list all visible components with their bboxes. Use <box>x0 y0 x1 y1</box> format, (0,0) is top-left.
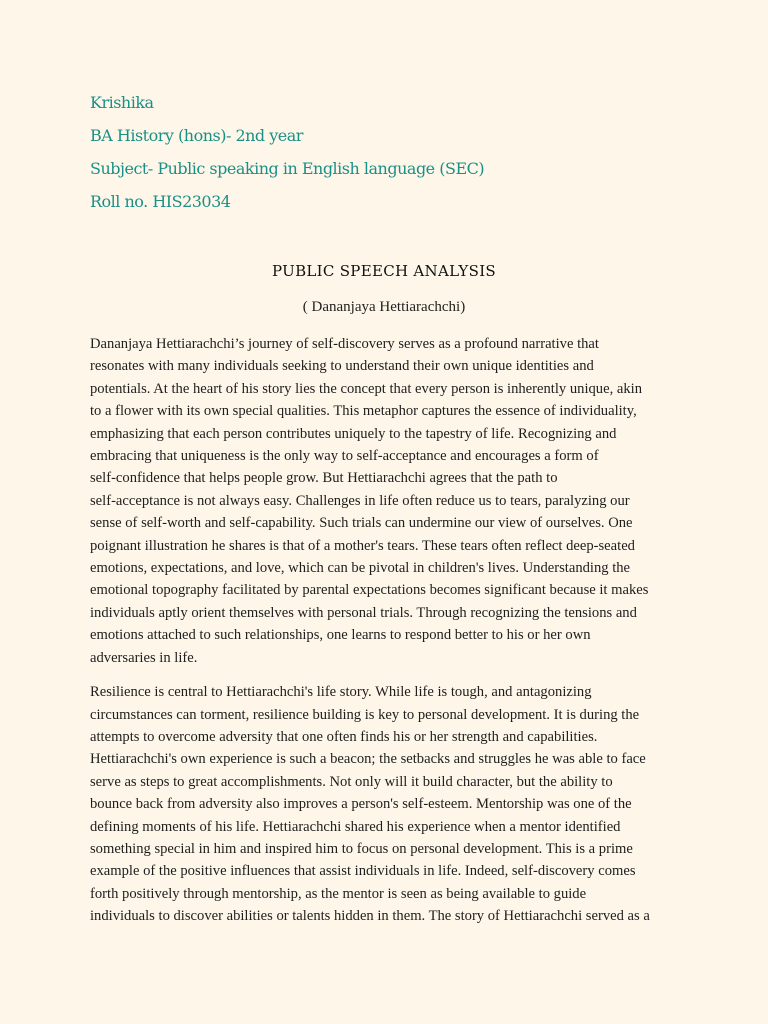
roll-number-line: Roll no. HIS23034 <box>90 192 231 211</box>
paragraph-line: self-acceptance is not always easy. Challenges in life often reduce us to tears, paralyzing our <box>90 492 630 509</box>
paragraph <box>90 333 690 669</box>
document-title: PUBLIC SPEECH ANALYSIS <box>272 262 496 280</box>
paragraph-line: forth positively through mentorship, as the mentor is seen as being available to guide <box>90 885 587 902</box>
paragraph-line: attempts to overcome adversity that one often finds his or her strength and capabilities. <box>90 728 598 745</box>
student-details <box>90 86 710 218</box>
paragraph-line: emotional topography facilitated by parental expectations becomes significant because it makes <box>90 582 649 599</box>
paragraph <box>90 681 690 927</box>
paragraph-line: sense of self-worth and self-capability. Such trials can undermine our view of ourselves. One <box>90 515 633 532</box>
paragraph-line: emotions, expectations, and love, which can be pivotal in children's lives. Understanding the <box>90 560 631 577</box>
paragraph-line: Resilience is central to Hettiarachchi's life story. While life is tough, and antagonizing <box>90 684 592 701</box>
paragraph-line: poignant illustration he shares is that of a mother's tears. These tears often reflect deep-seated <box>90 537 635 554</box>
paragraph-line: circumstances can torment, resilience building is key to personal development. It is during the <box>90 706 640 723</box>
paragraph-line: adversaries in life. <box>90 649 198 666</box>
body-text <box>90 333 690 940</box>
document-subtitle: ( Dananjaya Hettiarachchi) <box>302 299 466 315</box>
paragraph-line: something special in him and inspired him to focus on personal development. This is a prime <box>90 840 633 857</box>
paragraph-line: potentials. At the heart of his story lies the concept that every person is inherently unique, akin <box>90 380 642 397</box>
paragraph-line: emotions attached to such relationships, one learns to respond better to his or her own <box>90 627 591 644</box>
paragraph-line: individuals aptly orient themselves with personal trials. Through recognizing the tensions and <box>90 604 637 621</box>
student-name: Krishika <box>90 93 154 112</box>
course-line: BA History (hons)- 2nd year <box>90 126 303 145</box>
paragraph-line: Hettiarachchi's own experience is such a beacon; the setbacks and struggles he was able to face <box>90 751 646 768</box>
paragraph-line: emphasizing that each person contributes uniquely to the tapestry of life. Recognizing and <box>90 425 617 442</box>
paragraph-line: bounce back from adversity also improves a person's self-esteem. Mentorship was one of the <box>90 796 632 813</box>
paragraph-line: defining moments of his life. Hettiarachchi shared his experience when a mentor identified <box>90 818 621 835</box>
paragraph-line: individuals to discover abilities or talents hidden in them. The story of Hettiarachchi served as a <box>90 908 650 925</box>
paragraph-line: Dananjaya Hettiarachchi’s journey of self-discovery serves as a profound narrative that <box>90 336 599 352</box>
paragraph-line: example of the positive influences that assist individuals in life. Indeed, self-discovery comes <box>90 863 636 880</box>
subject-line: Subject- Public speaking in English language (SEC) <box>90 159 485 178</box>
paragraph-line: resonates with many individuals seeking to understand their own unique identities and <box>90 358 594 375</box>
paragraph-line: serve as steps to great accomplishments. Not only will it build character, but the ability to <box>90 773 613 790</box>
paragraph-line: to a flower with its own special qualities. This metaphor captures the essence of individuality, <box>90 403 637 420</box>
paragraph-line: self-confidence that helps people grow. But Hettiarachchi agrees that the path to <box>90 470 558 487</box>
paragraph-line: embracing that uniqueness is the only way to self-acceptance and encourages a form of <box>90 448 599 465</box>
